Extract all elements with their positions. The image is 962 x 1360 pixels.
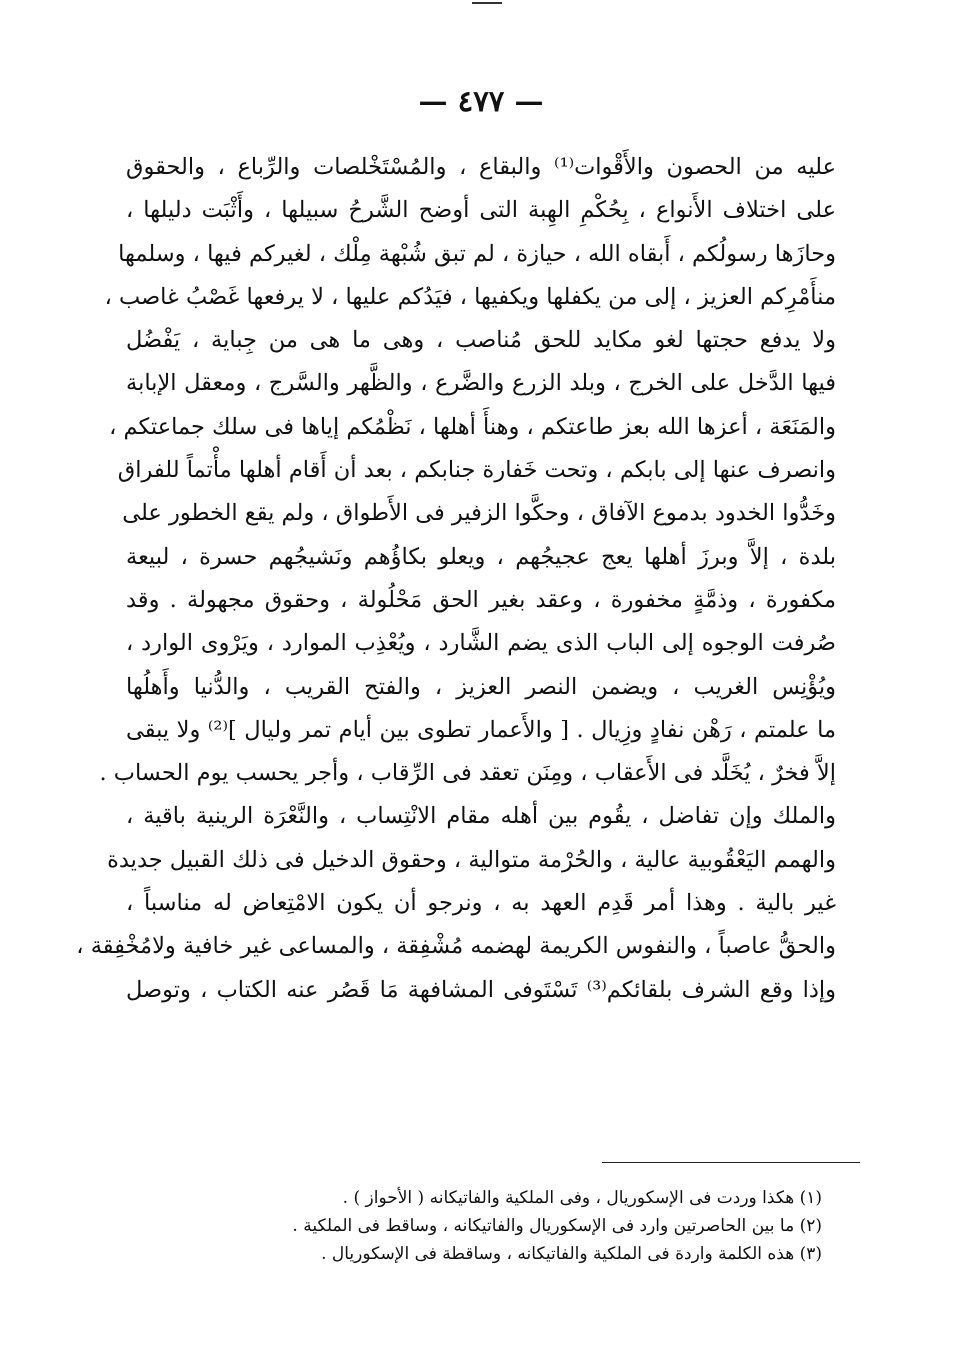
text-line: وإذا وقع الشرف بلقائكم⁽³⁾ تَسْتَوفى المشافهة مَا قَصُر عنه الكتاب ، وتوصل xyxy=(126,976,836,1003)
page-number: — ٤٧٧ — xyxy=(418,84,544,118)
top-edge-mark xyxy=(472,2,502,4)
text-line: فيها الدَّخل على الخرج ، وبلد الزرع والضَّرع ، والظَّهر والسَّرج ، ومعقل الإبابة xyxy=(126,370,836,397)
text-line: مكفورة ، وذمَّةٍ مخفورة ، وعقد بغير الحق مَحْلُولة ، وحقوق مجهولة . وقد xyxy=(126,586,836,613)
text-line: على اختلاف الأَنواع ، بِحُكْمِ الهِبة التى أوضح الشَّرحُ سبيلها ، وأَثْبَت دليلها ، xyxy=(126,197,836,224)
text-line: والملك وإن تفاضل ، يقُوم بين أهله مقام الانْتِساب ، والنَّعْرَة الرينية باقية ، xyxy=(126,803,836,830)
footnote-2: (٢) ما بين الحاصرتين وارد فى الإسكوريال والفاتيكانه ، وساقط فى الملكية . xyxy=(292,1216,822,1236)
text-line: ما علمتم ، رَهْن نفادٍ وزِيال . [ والأَعمار تطوى بين أيام تمر وليال ]⁽²⁾ ولا يبقى xyxy=(126,716,837,743)
footnotes xyxy=(150,1184,822,1268)
footnote-3: (٣) هذه الكلمة واردة فى الملكية والفاتيكانه ، وساقطة فى الإسكوريال . xyxy=(321,1244,822,1264)
text-line: والهمم اليَعْقُوبية عالية ، والحُرْمة متوالية ، وحقوق الدخيل فى ذلك القبيل جديدة xyxy=(107,846,836,873)
text-line: صُرفت الوجوه إلى الباب الذى يضم الشَّارد ، ويُعْذِب الموارد ، ويَرْوى الوارد ، xyxy=(126,630,836,657)
text-line: عليه من الحصون والأَقْوات⁽¹⁾ والبقاع ، والمُسْتَخْلصات والرِّباع ، والحقوق xyxy=(126,154,836,180)
text-line: منأَمْرِكم العزيز ، إلى من يكفلها ويكفيها ، فيَدُكم عليها ، لا يرفعها غَصْبُ غاصب ، xyxy=(104,283,836,310)
footnote-1: (١) هكذا وردت فى الإسكوريال ، وفى الملكية والفاتيكانه ( الأحواز ) . xyxy=(342,1188,822,1208)
footnote-separator xyxy=(602,1162,860,1163)
text-line: ويُؤْنِس الغريب ، ويضمن النصر العزيز ، والفتح القريب ، والدُّنيا وأَهلُها xyxy=(126,673,836,700)
text-line: ولا يدفع حجتها لغو مكايد للحق مُناصب ، وهى ما هى من جِباية ، يَفْضُل xyxy=(126,327,836,354)
text-line: غير بالية . وهذا أمر قَدِم العهد به ، ونرجو أن يكون الامْتِعاض له مناسباً ، xyxy=(126,890,836,917)
text-line: إلاَّ فخرٌ ، يُخَلَّد فى الأَعقاب ، ومِنَن تعقد فى الرِّقاب ، وأجر يحسب يوم الحساب . xyxy=(99,760,836,787)
text-line: وحازَها رسولُكم ، أَبقاه الله ، حيازة ، لم تبق شُبْهة مِلْك ، لغيركم فيها ، وسلمها xyxy=(118,240,836,267)
text-line: والمَنَعَة ، أعزها الله بعز طاعتكم ، وهنأَ أهلها ، نَظْمُكم إياها فى سلك جماعتكم ، xyxy=(109,413,836,440)
body-text xyxy=(76,146,837,1012)
text-line: وانصرف عنها إلى بابكم ، وتحت خَفارة جنابكم ، بعد أن أَقام أهلها مأْتماً للفراق xyxy=(117,457,836,484)
text-line: بلدة ، إلاَّ وبرزَ أهلها يعج عجيجُهم ، ويعلو بكاؤُهم ونَشيجُهم حسرة ، لبيعة xyxy=(126,543,836,570)
text-line: وخَدُّوا الخدود بدموع الآفاق ، وحكَّوا الزفير فى الأَطواق ، ولم يقع الخطور على xyxy=(122,500,836,527)
text-line: والحقُّ عاصباً ، والنفوس الكريمة لهضمه مُشْفِقة ، والمساعى غير خافية ولامُخْفِقة ، xyxy=(76,933,836,960)
